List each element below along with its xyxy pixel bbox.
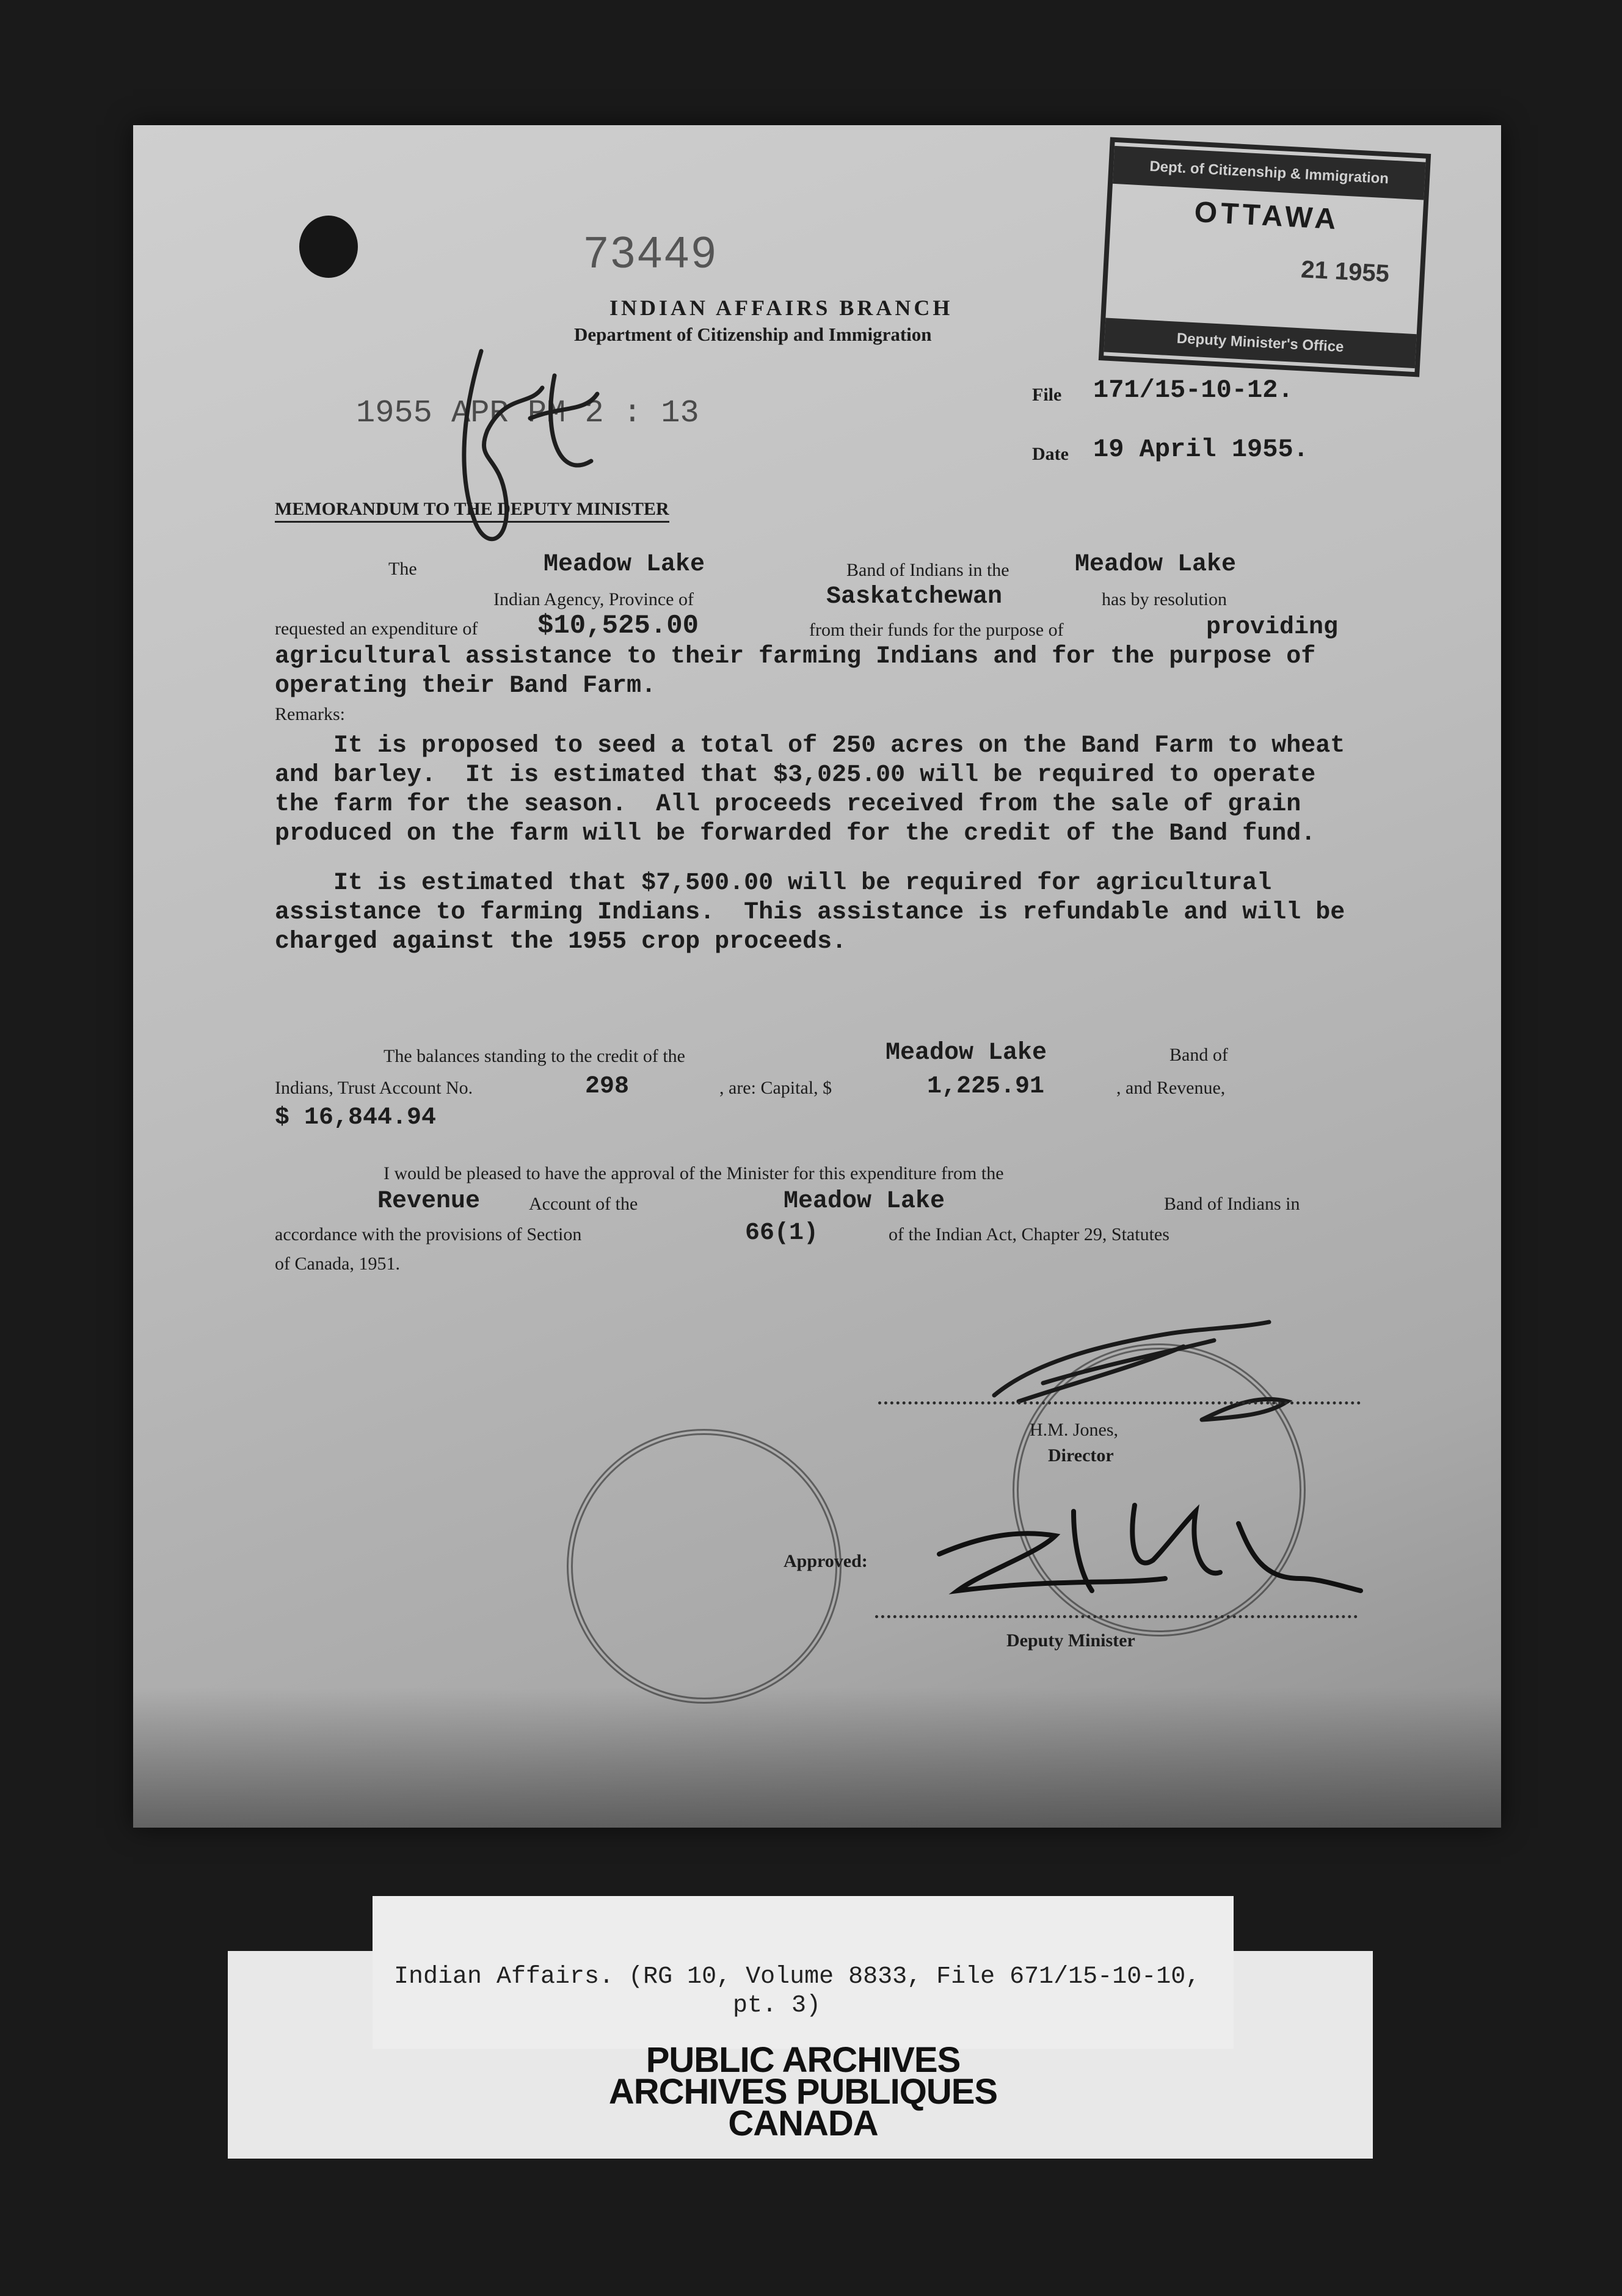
balances-are-capital: , are: Capital, $ <box>719 1078 832 1098</box>
form-from-funds: from their funds for the purpose of <box>809 620 1064 640</box>
approval-account-of-the: Account of the <box>529 1194 638 1214</box>
form-purpose-2: agricultural assistance to their farming Indians and for the purpose of <box>275 643 1316 670</box>
stamp-office: Deputy Minister's Office <box>1104 318 1417 368</box>
stamp-department: Dept. of Citizenship & Immigration <box>1113 146 1426 200</box>
form-band-in-the: Band of Indians in the <box>846 560 1009 580</box>
approval-accordance: accordance with the provisions of Section <box>275 1224 582 1244</box>
deputy-signature-line <box>875 1615 1358 1618</box>
form-the: The <box>388 559 417 579</box>
punch-hole <box>299 216 358 278</box>
form-band-name: Meadow Lake <box>544 551 705 578</box>
page-shading <box>133 1687 1501 1828</box>
balances-revenue: $ 16,844.94 <box>275 1104 437 1132</box>
department-heading: Department of Citizenship and Immigration <box>574 324 932 345</box>
balances-band-of: Band of <box>1169 1045 1228 1065</box>
deputy-minister-title: Deputy Minister <box>1006 1630 1135 1651</box>
balances-band: Meadow Lake <box>886 1039 1047 1067</box>
archive-title-line-2: ARCHIVES PUBLIQUES <box>608 2072 998 2112</box>
approval-band-of-indians-in: Band of Indians in <box>1164 1194 1300 1214</box>
stamp-date: 21 1955 <box>1300 256 1390 288</box>
form-has-by-resolution: has by resolution <box>1102 589 1227 609</box>
archive-reference-line-2: pt. 3) <box>733 1992 821 2019</box>
file-value: 171/15-10-12. <box>1093 376 1293 405</box>
deputy-minister-signature <box>933 1487 1373 1609</box>
form-requested: requested an expenditure of <box>275 619 478 639</box>
branch-heading: INDIAN AFFAIRS BRANCH <box>609 296 953 320</box>
archive-title-line-3: CANADA <box>728 2104 878 2143</box>
balances-account-no: 298 <box>585 1073 630 1100</box>
ottawa-received-stamp <box>1099 137 1431 377</box>
archive-title-block <box>373 2040 1234 2162</box>
form-amount: $10,525.00 <box>537 611 699 641</box>
approval-section: 66(1) <box>745 1219 819 1247</box>
form-indian-agency: Indian Agency, Province of <box>493 589 694 609</box>
balances-capital: 1,225.91 <box>927 1073 1045 1100</box>
director-signature-line <box>878 1401 1361 1404</box>
balances-lead: The balances standing to the credit of the <box>384 1046 685 1066</box>
remarks-paragraph-1: It is proposed to seed a total of 250 acres on the Band Farm to wheat and barley. It is estimated that $3,025.00 will be required to operate the farm for the season. All proceeds received from the sale of grain produced on the farm will be forwarded for the credit of the Band fund. <box>275 732 1345 848</box>
balances-indians-trust: Indians, Trust Account No. <box>275 1078 473 1098</box>
approval-band: Meadow Lake <box>784 1188 945 1215</box>
approval-account-type: Revenue <box>377 1188 481 1215</box>
document-page <box>133 125 1501 1828</box>
file-label: File <box>1032 385 1062 405</box>
approval-of-the-act: of the Indian Act, Chapter 29, Statutes <box>889 1224 1169 1244</box>
stamp-city: OTTAWA <box>1193 195 1340 236</box>
form-purpose-1: providing <box>1206 614 1339 641</box>
form-purpose-3: operating their Band Farm. <box>275 672 656 700</box>
received-time-stamp: 1955 APR PM 2 : 13 <box>356 395 699 431</box>
approval-lead: I would be pleased to have the approval of the Minister for this expenditure from the <box>384 1163 1004 1183</box>
form-agency-name: Meadow Lake <box>1075 551 1237 578</box>
file-number-stamp: 73449 <box>584 228 719 277</box>
archive-title-line-1: PUBLIC ARCHIVES <box>646 2040 961 2080</box>
balances-and-revenue: , and Revenue, <box>1116 1078 1226 1098</box>
approved-label: Approved: <box>784 1551 868 1571</box>
form-province: Saskatchewan <box>826 583 1003 611</box>
remarks-label: Remarks: <box>275 704 345 724</box>
remarks-paragraph-2: It is estimated that $7,500.00 will be required for agricultural assistance to farming Indians. This assistance is refundable and will be charged against the 1955 crop proceeds. <box>275 870 1345 956</box>
director-title: Director <box>1048 1445 1114 1466</box>
director-name: H.M. Jones, <box>1030 1420 1119 1440</box>
archive-reference-line-1: Indian Affairs. (RG 10, Volume 8833, File 671/15-10-10, <box>394 1963 1201 1991</box>
approval-of-canada: of Canada, 1951. <box>275 1254 400 1274</box>
memo-title: MEMORANDUM TO THE DEPUTY MINISTER <box>275 499 669 523</box>
date-label: Date <box>1032 444 1069 464</box>
date-value: 19 April 1955. <box>1093 435 1309 464</box>
